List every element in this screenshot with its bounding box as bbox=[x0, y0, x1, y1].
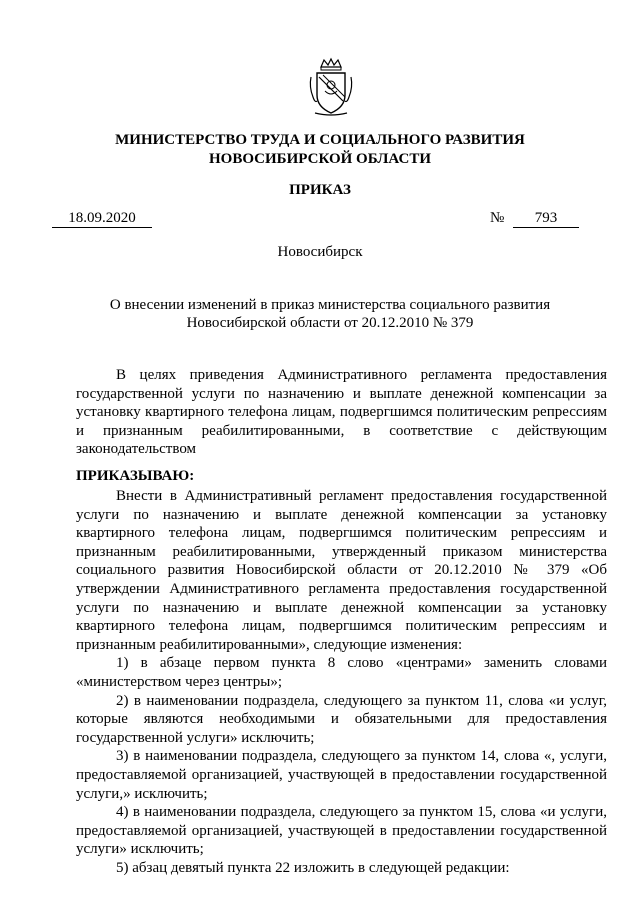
number-sign: № bbox=[490, 210, 505, 226]
intro-section bbox=[76, 366, 607, 459]
ministry-title-line2: НОВОСИБИРСКОЙ ОБЛАСТИ bbox=[208, 151, 432, 167]
intro-paragraph: В целях приведения Административного регламента предоставления государственной услуги по назначению и выплате денежной компенсации за установку квартирного телефона лицам, подвергшимся политическим репрессиям и признанным реабилитированными, в соответствие с действующим законодательством bbox=[76, 367, 607, 458]
order-number: 793 bbox=[513, 209, 579, 228]
list-item: 1) в абзаце первом пункта 8 слово «центрами» заменить словами «министерством через центры»; bbox=[76, 655, 607, 690]
ministry-title bbox=[60, 131, 580, 169]
ministry-title-line1: МИНИСТЕРСТВО ТРУДА И СОЦИАЛЬНОГО РАЗВИТИЯ bbox=[115, 132, 525, 148]
decree-word: ПРИКАЗЫВАЮ: bbox=[76, 468, 195, 484]
document-type: ПРИКАЗ bbox=[289, 182, 351, 198]
coat-of-arms-emblem bbox=[307, 57, 355, 117]
main-paragraph: Внести в Административный регламент предоставления государственной услуги по назначению и выплате денежной компенсации за установку квартирного телефона лицам, подвергшимся политическим репрессиям и признанным реабилитированными, утвержденный приказом министерства социального развития Новосибирской области от 20.12.2010 № 379 «Об утверждении Административного регламента предоставления государственной услуги по назначению и выплате денежной компенсации за установку квартирного телефона лицам, подвергшимся политическим репрессиям и признанным реабилитированными», следующие изменения: bbox=[76, 488, 607, 653]
order-date: 18.09.2020 bbox=[52, 209, 152, 228]
coat-of-arms-icon bbox=[307, 57, 355, 117]
list-item: 4) в наименовании подраздела, следующего за пунктом 15, слова «и услуги, предоставляемой организацией, участвующей в предоставлении государственной услуги» исключить; bbox=[76, 804, 607, 858]
order-subject: О внесении изменений в приказ министерства социального развития Новосибирской области от 20.12.2010 № 379 bbox=[109, 297, 551, 331]
issue-city: Новосибирск bbox=[277, 244, 363, 260]
list-item: 5) абзац девятый пункта 22 изложить в следующей редакции: bbox=[116, 859, 510, 876]
list-item: 2) в наименовании подраздела, следующего за пунктом 11, слова «и услуг, которые являются необходимыми и обязательными для предоставления государственной услуги» исключить; bbox=[76, 692, 607, 746]
main-section bbox=[76, 487, 607, 877]
list-item: 3) в наименовании подраздела, следующего за пунктом 14, слова «, услуги, предоставляемой организацией, участвующей в предоставлении государственной услуги,» исключить; bbox=[76, 748, 607, 802]
